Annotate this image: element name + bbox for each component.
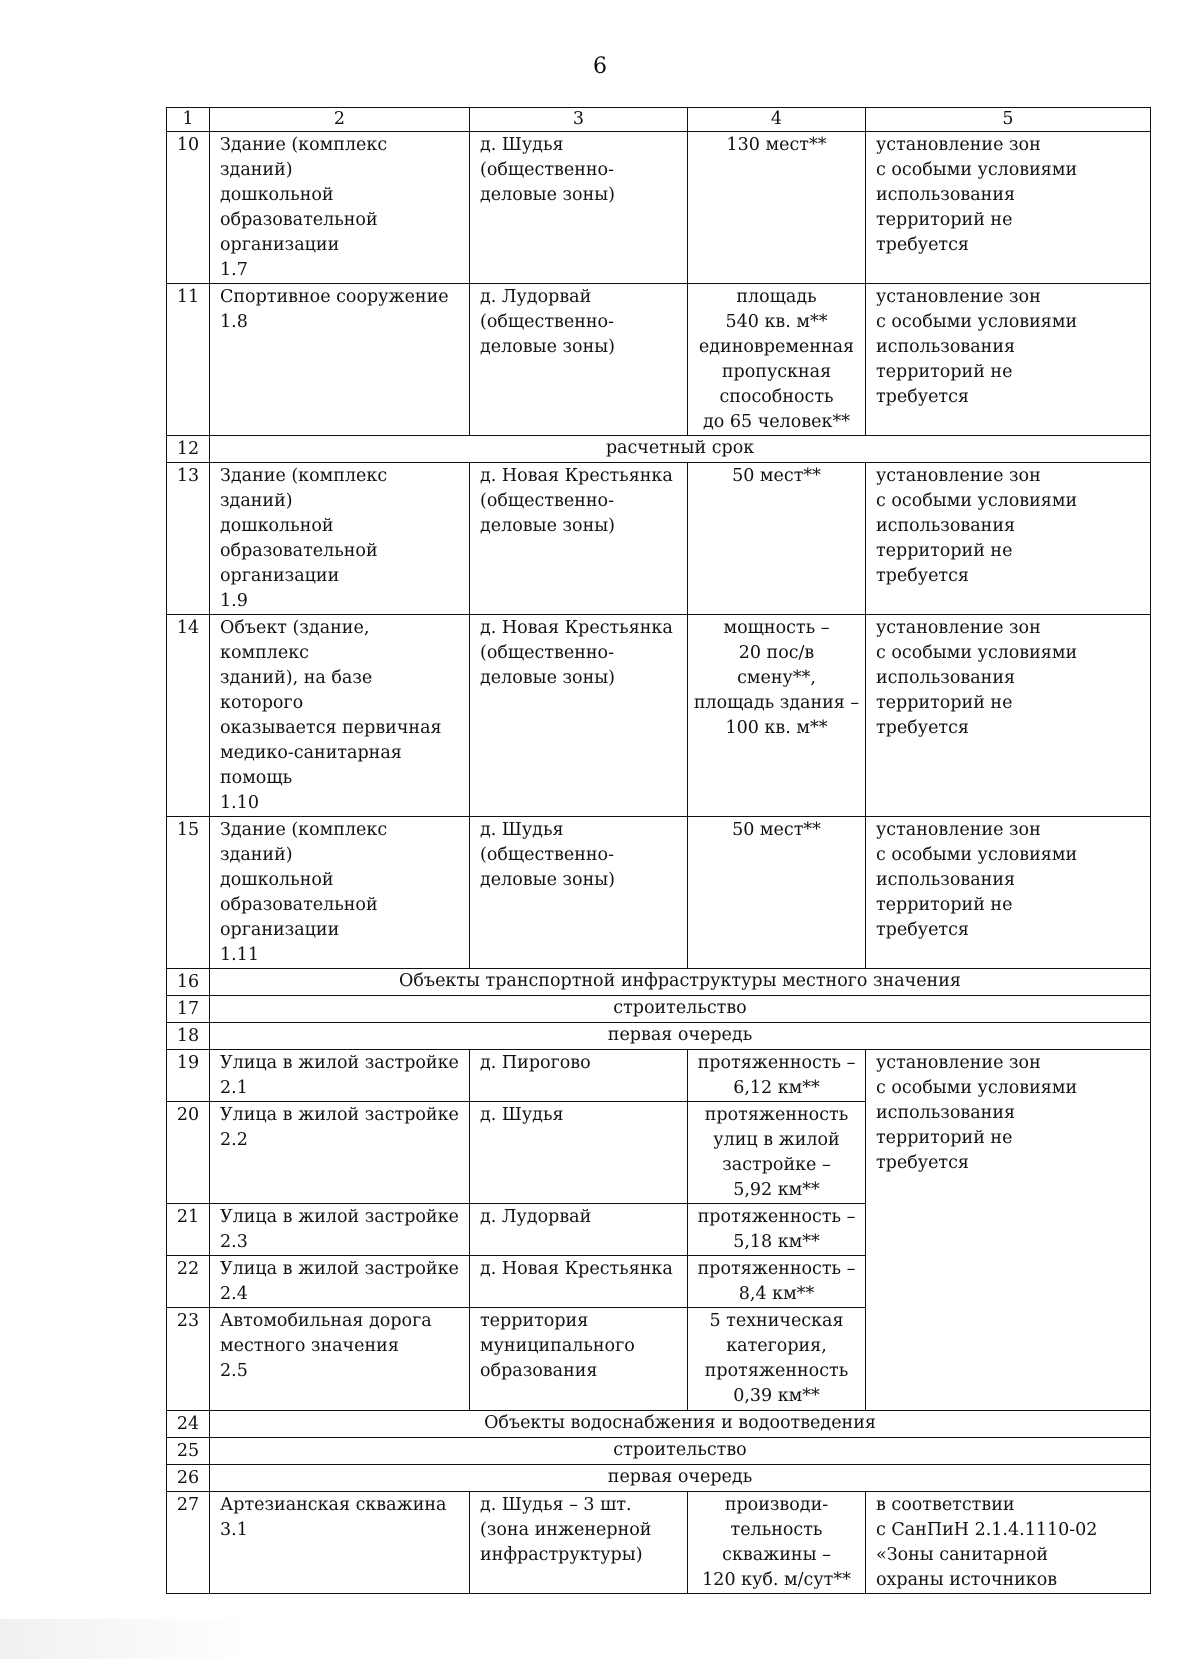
header-cell: 1	[167, 108, 210, 132]
row-number: 11	[167, 284, 210, 436]
object-parameters: 5 техническая категория, протяженность 0,39 км**	[688, 1308, 866, 1411]
row-number: 12	[167, 436, 210, 463]
section-heading: Объекты транспортной инфраструктуры местного значения	[210, 969, 1151, 996]
section-heading: первая очередь	[210, 1465, 1151, 1492]
row-number: 20	[167, 1102, 210, 1204]
object-parameters: протяженность – 8,4 км**	[688, 1256, 866, 1308]
zone-note: в соответствии с СанПиН 2.1.4.1110-02 «Зоны санитарной охраны источников	[866, 1492, 1151, 1594]
row-number: 24	[167, 1411, 210, 1438]
object-location: д. Пирогово	[470, 1050, 688, 1102]
section-heading: расчетный срок	[210, 436, 1151, 463]
row-number: 16	[167, 969, 210, 996]
table-row	[167, 132, 1151, 284]
object-name: Улица в жилой застройке 2.1	[210, 1050, 470, 1102]
object-name: Улица в жилой застройке 2.3	[210, 1204, 470, 1256]
object-location: д. Лудорвай	[470, 1204, 688, 1256]
object-location: д. Шудья – 3 шт. (зона инженерной инфраструктуры)	[470, 1492, 688, 1594]
object-parameters: 130 мест**	[688, 132, 866, 284]
row-number: 21	[167, 1204, 210, 1256]
object-location: д. Шудья	[470, 1102, 688, 1204]
table-row	[167, 1465, 1151, 1492]
row-number: 13	[167, 463, 210, 615]
row-number: 17	[167, 996, 210, 1023]
row-number: 22	[167, 1256, 210, 1308]
zone-note: установление зон с особыми условиями использования территорий не требуется	[866, 1050, 1151, 1411]
object-location: д. Шудья (общественно- деловые зоны)	[470, 817, 688, 969]
object-location: д. Шудья (общественно- деловые зоны)	[470, 132, 688, 284]
zone-note: установление зон с особыми условиями использования территорий не требуется	[866, 817, 1151, 969]
zone-note: установление зон с особыми условиями использования территорий не требуется	[866, 463, 1151, 615]
object-parameters: протяженность улиц в жилой застройке – 5,92 км**	[688, 1102, 866, 1204]
row-number: 26	[167, 1465, 210, 1492]
object-parameters: 50 мест**	[688, 463, 866, 615]
row-number: 23	[167, 1308, 210, 1411]
zone-note: установление зон с особыми условиями использования территорий не требуется	[866, 132, 1151, 284]
table-row	[167, 1050, 1151, 1102]
object-parameters: 50 мест**	[688, 817, 866, 969]
table-row	[167, 996, 1151, 1023]
table-row	[167, 1411, 1151, 1438]
header-cell: 4	[688, 108, 866, 132]
table-row	[167, 817, 1151, 969]
scan-artifact	[0, 1619, 250, 1659]
row-number: 10	[167, 132, 210, 284]
objects-table	[166, 107, 1151, 1594]
object-name: Здание (комплекс зданий) дошкольной образовательной организации 1.7	[210, 132, 470, 284]
object-name: Артезианская скважина 3.1	[210, 1492, 470, 1594]
table-row	[167, 1023, 1151, 1050]
object-location: д. Новая Крестьянка	[470, 1256, 688, 1308]
page-number: 6	[593, 54, 607, 79]
header-cell: 5	[866, 108, 1151, 132]
object-parameters: протяженность – 5,18 км**	[688, 1204, 866, 1256]
row-number: 27	[167, 1492, 210, 1594]
object-parameters: производи- тельность скважины – 120 куб. м/сут**	[688, 1492, 866, 1594]
object-location: д. Новая Крестьянка (общественно- деловые зоны)	[470, 463, 688, 615]
object-name: Спортивное сооружение 1.8	[210, 284, 470, 436]
row-number: 15	[167, 817, 210, 969]
table-row	[167, 284, 1151, 436]
object-name: Автомобильная дорога местного значения 2.5	[210, 1308, 470, 1411]
object-name: Объект (здание, комплекс зданий), на базе которого оказывается первичная медико-санитарная помощь 1.10	[210, 615, 470, 817]
zone-note: установление зон с особыми условиями использования территорий не требуется	[866, 615, 1151, 817]
row-number: 18	[167, 1023, 210, 1050]
section-heading: Объекты водоснабжения и водоотведения	[210, 1411, 1151, 1438]
object-parameters: протяженность – 6,12 км**	[688, 1050, 866, 1102]
section-heading: строительство	[210, 996, 1151, 1023]
object-parameters: мощность – 20 пос/в смену**, площадь здания – 100 кв. м**	[688, 615, 866, 817]
object-parameters: площадь 540 кв. м** единовременная пропускная способность до 65 человек**	[688, 284, 866, 436]
object-location: д. Новая Крестьянка (общественно- деловые зоны)	[470, 615, 688, 817]
row-number: 19	[167, 1050, 210, 1102]
object-name: Улица в жилой застройке 2.4	[210, 1256, 470, 1308]
table-row	[167, 969, 1151, 996]
section-heading: первая очередь	[210, 1023, 1151, 1050]
object-location: д. Лудорвай (общественно- деловые зоны)	[470, 284, 688, 436]
object-location: территория муниципального образования	[470, 1308, 688, 1411]
table-row	[167, 436, 1151, 463]
table-row	[167, 615, 1151, 817]
row-number: 14	[167, 615, 210, 817]
object-name: Здание (комплекс зданий) дошкольной образовательной организации 1.9	[210, 463, 470, 615]
header-row	[167, 108, 1151, 132]
row-number: 25	[167, 1438, 210, 1465]
table-row	[167, 1492, 1151, 1594]
table-row	[167, 1438, 1151, 1465]
table-row	[167, 463, 1151, 615]
header-cell: 2	[210, 108, 470, 132]
header-cell: 3	[470, 108, 688, 132]
object-name: Улица в жилой застройке 2.2	[210, 1102, 470, 1204]
section-heading: строительство	[210, 1438, 1151, 1465]
zone-note: установление зон с особыми условиями использования территорий не требуется	[866, 284, 1151, 436]
object-name: Здание (комплекс зданий) дошкольной образовательной организации 1.11	[210, 817, 470, 969]
